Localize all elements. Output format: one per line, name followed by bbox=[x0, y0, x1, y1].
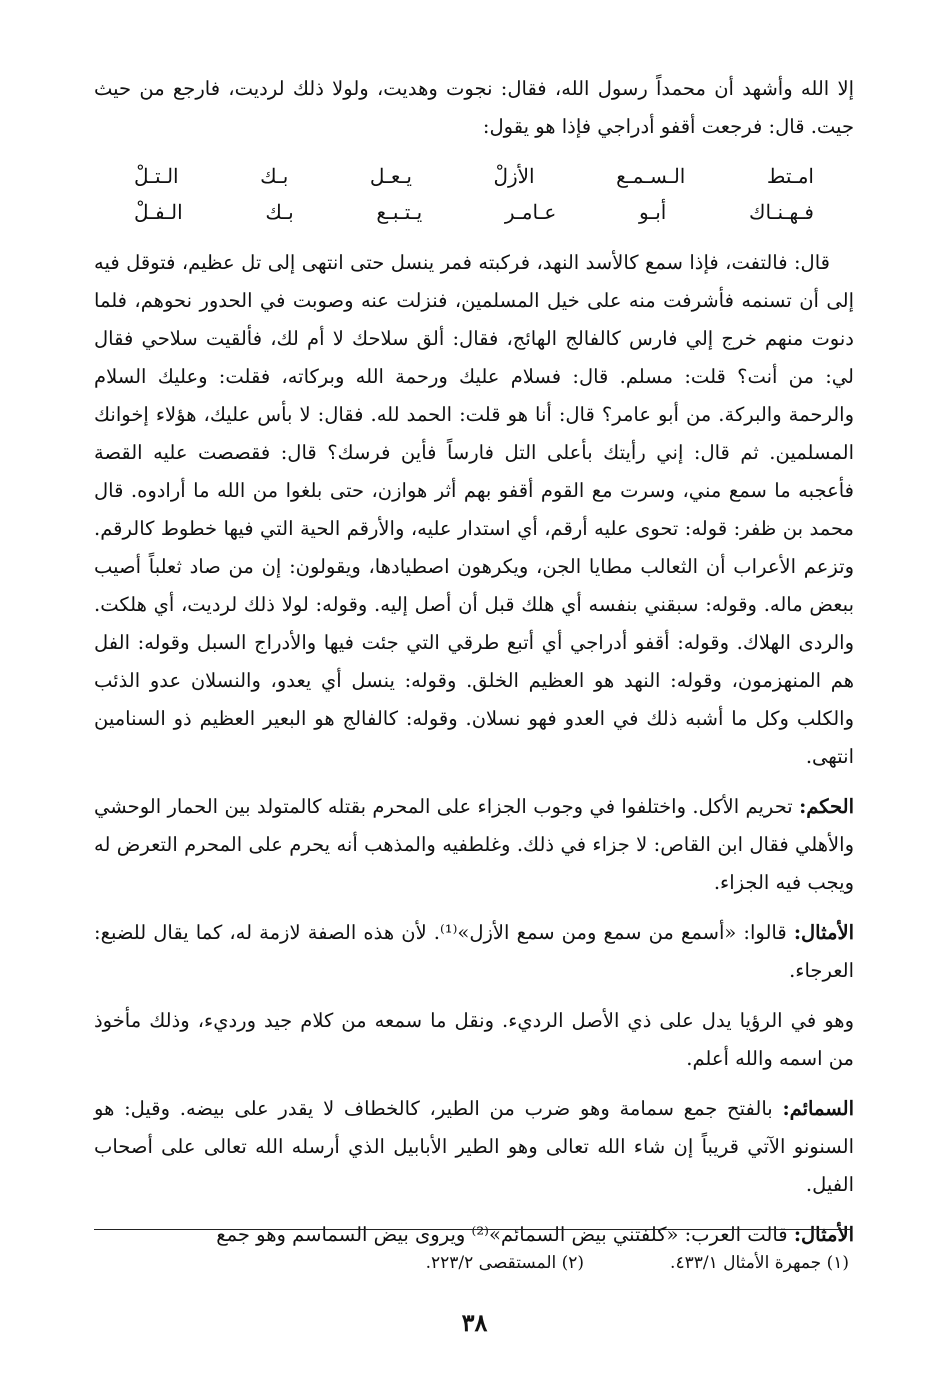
verse-word: يـعـل bbox=[369, 164, 412, 188]
verse-word: امـتط bbox=[766, 164, 814, 188]
verse-word: الـسـمـع bbox=[616, 164, 686, 188]
paragraph-opening: إلا الله وأشهد أن محمداً رسول الله، فقال: نجوت وهديت، ولولا ذلك لرديت، فارجع من حيث جيت. قال: فرجعت أقفو أدراجي فإذا هو يقول: bbox=[94, 77, 854, 138]
paragraph-proverbs-text: قالوا: «أسمع من سمع ومن سمع الأزل»⁽¹⁾. لأن هذه الصفة لازمة له، كما يقال للضبع: العرجاء. bbox=[94, 921, 854, 982]
verse-word: يـتـبـع bbox=[376, 200, 423, 224]
verse-word: بـك bbox=[265, 200, 294, 224]
verse-line-2 bbox=[134, 194, 814, 230]
page-number: ٣٨ bbox=[461, 1308, 488, 1337]
verse-word: بـك bbox=[260, 164, 289, 188]
footnote-1: (١) جمهرة الأمثال ٤٣٣/١. bbox=[670, 1253, 849, 1273]
footnotes bbox=[209, 1248, 849, 1278]
paragraph-proverbs-2-text: قالت العرب: «كلفتني بيض السمائم»⁽²⁾ ويروى بيض السماسم وهو جمع bbox=[216, 1223, 788, 1246]
verse-line-1 bbox=[134, 158, 814, 194]
term-label-ruling: الحكم: bbox=[799, 795, 854, 818]
term-label-samaim: السمائم: bbox=[782, 1097, 855, 1120]
verse-word: عـامـر bbox=[504, 200, 557, 224]
term-label-proverbs: الأمثال: bbox=[793, 921, 854, 944]
paragraph-story: قال: فالتفت، فإذا سمع كالأسد النهد، فركبته فمر ينسل حتى انتهى إلى تل عظيم، فتوقل فيه إلى أن تسنمه فأشرفت منه على خيل المسلمين، فنزلت عنه وصوبت في الحدور نحوهم، فلما دنوت منهم خرج إلي فارس كالفالج الهائج، فقال: ألق سلاحك لا أم لك، فألقيت سلاحي فقال لي: من أنت؟ قلت: مسلم. قال: فسلام عليك ورحمة الله وبركاته، فقلت: وعليك السلام والرحمة والبركة. من أبو عامر؟ قال: أنا هو قلت: الحمد لله. فقال: لا بأس عليك، هؤلاء إخوانك المسلمين. ثم قال: إني رأيتك بأعلى التل فارساً فأين فرسك؟ قال: فقصصت عليه القصة فأعجبه ما سمع مني، وسرت مع القوم أقفو بهم أثر هوازن، حتى بلغوا من الله ما أرادوه. قال محمد بن ظفر: قوله: تحوى عليه أرقم، أي استدار عليه، والأرقم الحية التي فيها خطوط كالرقم. وتزعم الأعراب أن الثعالب مطايا الجن، ويكرهون اصطيادها، ويقولون: إن من صاد ثعلباً أصيب ببعض ماله. وقوله: سبقني بنفسه أي هلك قبل أن أصل إليه. وقوله: لولا ذلك لرديت، أي هلكت. والردى الهلاك. وقوله: أقفو أدراجي أي أتبع طرقي التي جئت فيها والأدراج السبل وقوله: الفل هم المنهزمون، وقوله: النهد هو العظيم الخلق. وقوله: ينسل أي يعدو، والنسلان عدو الذئب والكلب وكل ما أشبه ذلك في العدو فهو نسلان. وقوله: كالفالج هو البعير العظيم ذو السنامين انتهى. bbox=[94, 251, 854, 768]
term-label-proverbs-2: الأمثال: bbox=[793, 1223, 854, 1246]
verse-word: الـفـلْ bbox=[134, 200, 183, 224]
poem-verse bbox=[134, 158, 814, 230]
paragraph-samaim bbox=[94, 1090, 854, 1204]
paragraph-samaim-text: بالفتح جمع سمامة وهو ضرب من الطير، كالخطاف لا يقدر على بيضه. وقيل: هو السنونو الآتي قريباً إن شاء الله تعالى وهو الطير الأبابيل الذي أرسله الله تعالى على أصحاب الفيل. bbox=[94, 1097, 854, 1196]
verse-word: أبـو bbox=[639, 200, 667, 224]
footnote-2: (٢) المستقصى ٢٢٣/٢. bbox=[425, 1253, 585, 1273]
paragraph-proverbs bbox=[94, 914, 854, 990]
verse-word: الـتـلْ bbox=[134, 164, 179, 188]
paragraph-dream: وهو في الرؤيا يدل على ذي الأصل الرديء. ونقل ما سمعه من كلام جيد ورديء، وذلك مأخوذ من اسمه والله أعلم. bbox=[94, 1009, 854, 1070]
verse-word: فـهـنـاك bbox=[749, 200, 814, 224]
verse-word: الأزلْ bbox=[493, 164, 535, 188]
footnote-separator bbox=[94, 1229, 852, 1230]
paragraph-ruling-text: تحريم الأكل. واختلفوا في وجوب الجزاء على المحرم بقتله كالمتولد بين الحمار الوحشي والأهلي فقال ابن القاص: لا جزاء في ذلك. وغلطفيه والمذهب أنه يحرم على المحرم التعرض له ويجب فيه الجزاء. bbox=[94, 795, 854, 894]
page-body bbox=[94, 70, 854, 1266]
paragraph-ruling bbox=[94, 788, 854, 902]
